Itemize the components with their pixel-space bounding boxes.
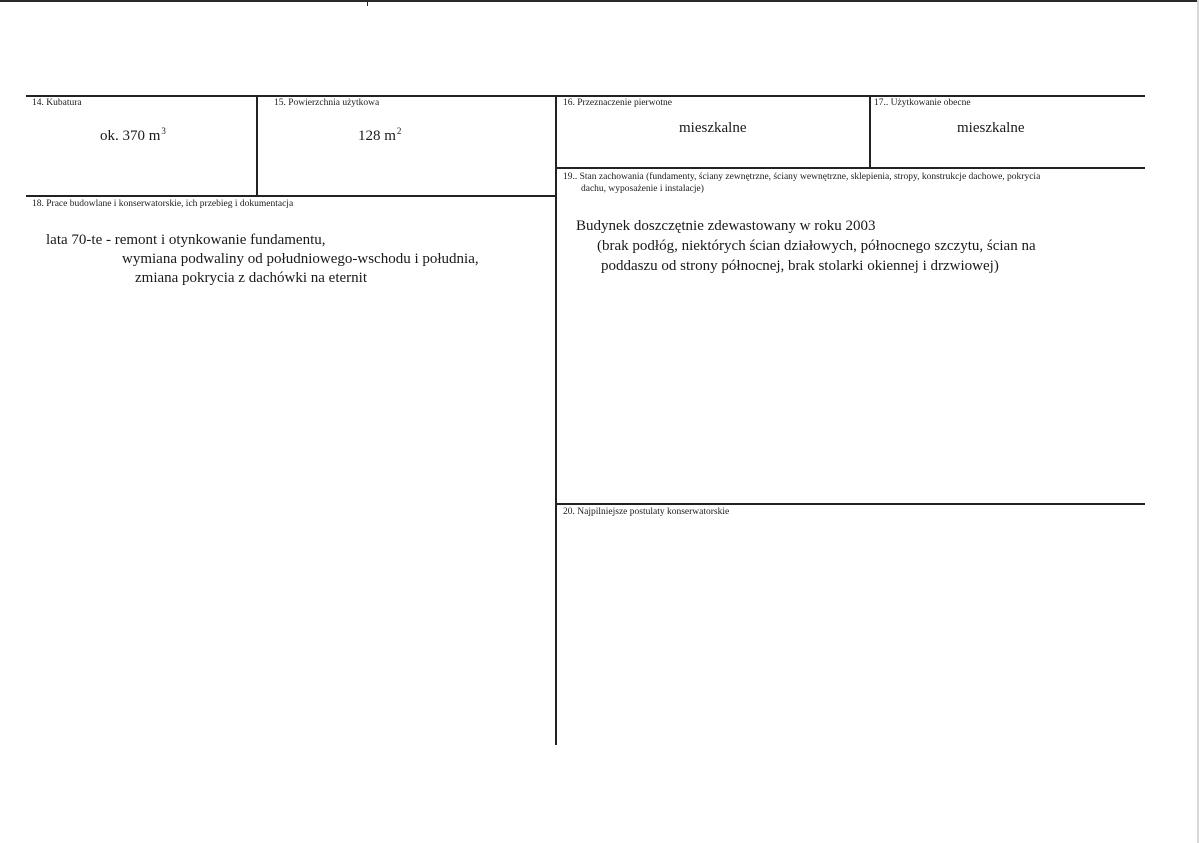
field-15-value: 128 $m^2$	[358, 126, 402, 144]
field-19-line-1: Budynek doszczętnie zdewastowany w roku 2003	[576, 218, 876, 234]
field-18-line-1: lata 70-te - remont i otynkowanie fundamentu,	[46, 232, 326, 248]
page-top-edge	[0, 0, 1199, 2]
field-17-value: mieszkalne	[957, 120, 1025, 136]
field-19-line-2: (brak podłóg, niektórych ścian działowych, północnego szczytu, ścian na	[597, 238, 1036, 254]
field-16-label: 16. Przeznaczenie pierwotne	[563, 98, 672, 108]
field-18-label: 18. Prace budowlane i konserwatorskie, ich przebieg i dokumentacja	[32, 199, 294, 209]
field-16-value: mieszkalne	[679, 120, 747, 136]
field-20-label: 20. Najpilniejsze postulaty konserwatorskie	[563, 507, 730, 517]
field-18-line-2: wymiana podwaliny od południowego-wschodu i południa,	[122, 251, 479, 267]
field-18-line-3: zmiana pokrycia z dachówki na eternit	[135, 270, 367, 286]
divider-center	[555, 95, 557, 745]
field-14-value: ok. 370 $m^3$	[100, 126, 166, 144]
rule-above-20	[556, 503, 1145, 505]
field-17-label: 17.. Użytkowanie obecne	[874, 98, 971, 108]
field-15-unit-exponent: 2	[396, 126, 402, 136]
field-19-label-line-1: 19.. Stan zachowania (fundamenty, ściany zewnętrzne, ściany wewnętrzne, sklepienia, stropy, konstrukcje dachowe, pokrycia	[563, 172, 1041, 182]
divider-16-17	[869, 95, 871, 168]
field-14-unit-exponent: 3	[161, 126, 166, 136]
field-19-line-3: poddaszu od strony północnej, brak stolarki okiennej i drzwiowej)	[601, 258, 999, 274]
field-15-label: 15. Powierzchnia użytkowa	[274, 98, 380, 108]
rule-below-16-17	[556, 167, 1145, 169]
rule-above-18	[26, 195, 557, 197]
field-19-label-line-2: dachu, wyposażenie i instalacje)	[581, 184, 704, 194]
field-14-label: 14. Kubatura	[32, 98, 82, 108]
page-top-tick	[367, 0, 368, 6]
divider-14-15	[256, 95, 258, 195]
